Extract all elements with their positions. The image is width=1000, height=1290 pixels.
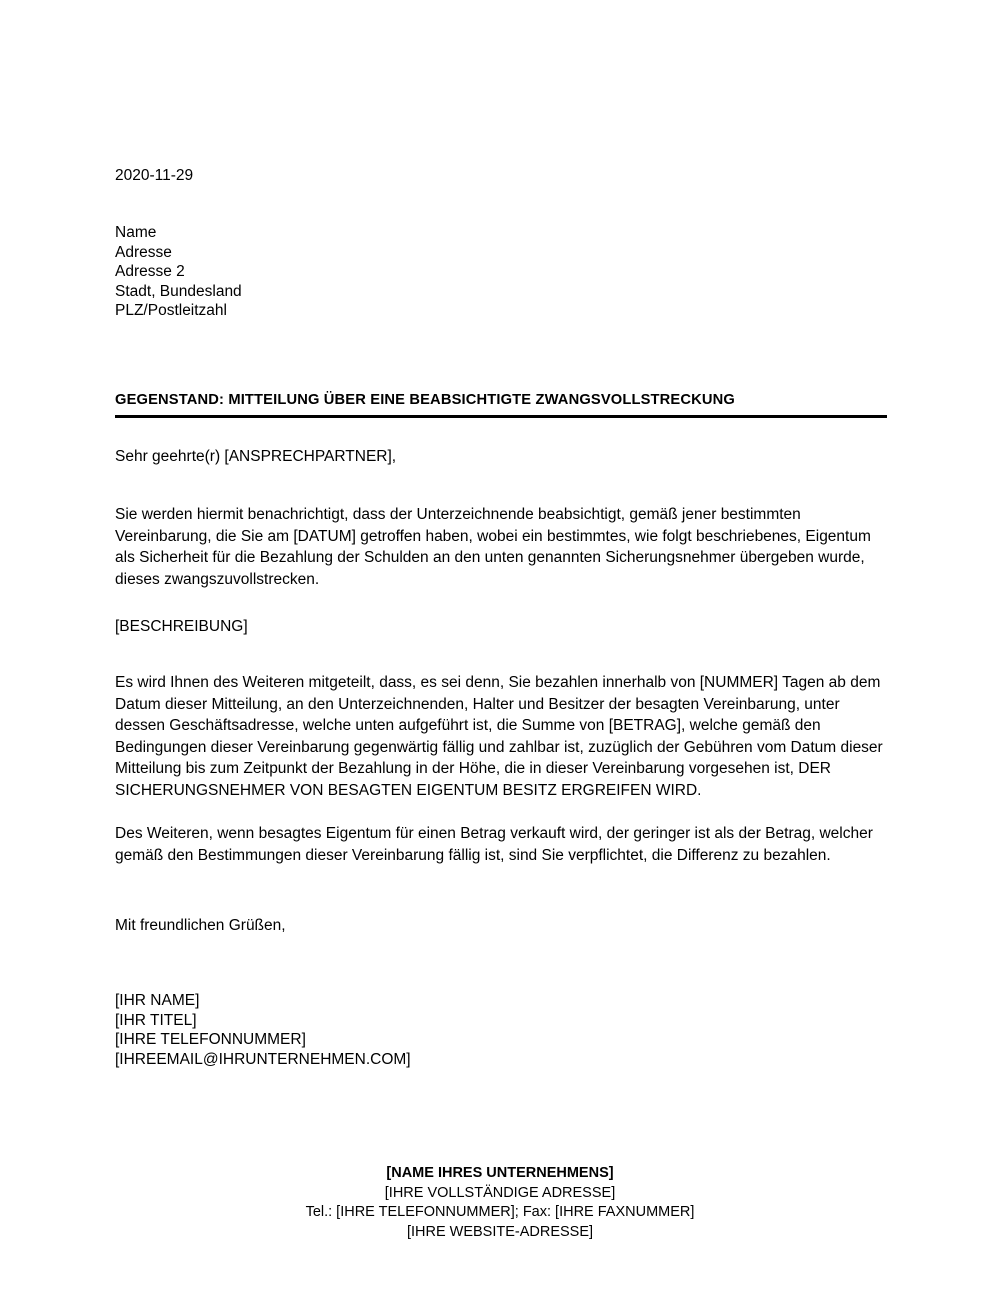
footer-website: [IHRE WEBSITE-ADRESSE] — [406, 1223, 594, 1240]
letter-date: 2020-11-29 — [115, 167, 194, 184]
footer-address: [IHRE VOLLSTÄNDIGE ADRESSE] — [384, 1184, 616, 1201]
paragraph-one: Sie werden hiermit benachrichtigt, dass der Unterzeichnende beabsichtigt, gemäß jener bestimmten Vereinbarung, die Sie am [DATUM] getroffen haben, wobei ein bestimmtes, wie folgt beschriebenes, Eigentum als Sicherheit für die Bezahlung der Schulden an den unten genannten Sicherungsnehmer übergeben wurde, dieses zwangszuvollstrecken. — [115, 506, 871, 588]
recipient-line-address1: Adresse — [115, 243, 172, 261]
recipient-line-name: Name — [115, 224, 157, 241]
paragraph-three: Des Weiteren, wenn besagtes Eigentum für einen Betrag verkauft wird, der geringer ist als der Betrag, welcher gemäß den Bestimmungen dieser Vereinbarung fällig ist, sind Sie verpflichtet, die Differenz zu bezahlen. — [115, 825, 873, 864]
signature-title: [IHR TITEL] — [115, 1011, 197, 1029]
closing-line: Mit freundlichen Grüßen, — [115, 917, 286, 934]
description-placeholder: [BESCHREIBUNG] — [115, 618, 248, 635]
paragraph-two: Es wird Ihnen des Weiteren mitgeteilt, dass, es sei denn, Sie bezahlen innerhalb von [NUMMER] Tagen ab dem Datum dieser Mitteilung, an den Unterzeichnenden, Halter und Besitzer der besagten Vereinbarung, unter dessen Geschäftsadresse, welche unten aufgeführt ist, die Summe von [BETRAG], welche gemäß den Bedingungen dieser Vereinbarung gegenwärtig fällig und zahlbar ist, zuzüglich der Gebühren vom Datum dieser Mitteilung bis zum Zeitpunkt der Bezahlung in der Höhe, die in dieser Vereinbarung vorgesehen ist, DER SICHERUNGSNEHMER VON BESAGTEN EIGENTUM BESITZ ERGREIFEN WIRD. — [115, 674, 883, 799]
subject-line: GEGENSTAND: MITTEILUNG ÜBER EINE BEABSICHTIGTE ZWANGSVOLLSTRECKUNG — [115, 392, 735, 408]
recipient-line-address2: Adresse 2 — [115, 263, 185, 280]
signature-email: [IHREEMAIL@IHRUNTERNEHMEN.COM] — [115, 1050, 411, 1068]
footer-contact: Tel.: [IHRE TELEFONNUMMER]; Fax: [IHRE FAXNUMMER] — [305, 1204, 695, 1220]
recipient-address-block — [115, 223, 242, 321]
footer-company-name: [NAME IHRES UNTERNEHMENS] — [386, 1165, 614, 1181]
signature-name: [IHR NAME] — [115, 992, 200, 1009]
horizontal-rule — [115, 415, 887, 418]
signature-phone: [IHRE TELEFONNUMMER] — [115, 1031, 306, 1048]
salutation: Sehr geehrte(r) [ANSPRECHPARTNER], — [115, 448, 397, 465]
signature-block — [115, 991, 411, 1069]
subject-section — [115, 390, 887, 418]
document-footer — [0, 1164, 1000, 1242]
recipient-line-city-state: Stadt, Bundesland — [115, 282, 242, 300]
recipient-line-postal-code: PLZ/Postleitzahl — [115, 302, 227, 319]
